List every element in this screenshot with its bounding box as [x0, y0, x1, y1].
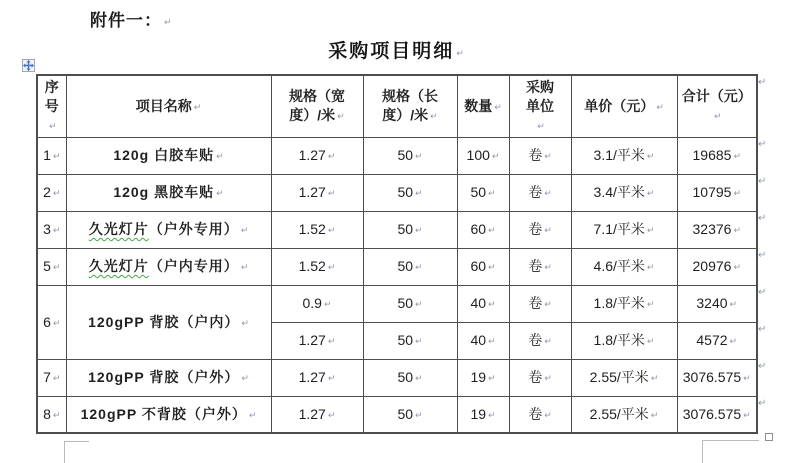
- cell-unit[interactable]: 卷 ↵: [509, 174, 571, 211]
- cell-mark: ↵: [415, 409, 423, 420]
- cell-mark: ↵: [240, 262, 249, 273]
- cell-name[interactable]: 120gPP 背胶（户外） ↵: [66, 359, 271, 396]
- cell-mark: ↵: [544, 373, 552, 384]
- cell-no[interactable]: 6 ↵: [37, 285, 66, 359]
- cell-mark: ↵: [337, 111, 345, 122]
- col-header-qty[interactable]: 数量 ↵: [457, 75, 509, 137]
- attachment-label: 附件一：: [90, 11, 162, 30]
- cell-width[interactable]: 1.52 ↵: [271, 248, 363, 285]
- cell-mark: ↵: [415, 151, 423, 162]
- cell-mark: ↵: [52, 262, 61, 273]
- cell-width[interactable]: 1.27 ↵: [271, 174, 363, 211]
- cell-mark: ↵: [216, 151, 224, 162]
- row-end-mark: ↵: [758, 139, 767, 150]
- cell-no[interactable]: 2 ↵: [37, 174, 66, 211]
- cell-name[interactable]: 久光灯片（户内专用） ↵: [66, 248, 271, 285]
- cell-total[interactable]: 32376 ↵: [677, 211, 757, 248]
- cell-price[interactable]: 2.55/平米 ↵: [571, 396, 677, 433]
- row-end-mark: ↵: [758, 77, 767, 88]
- cell-mark: ↵: [430, 111, 438, 122]
- cell-mark: ↵: [743, 409, 751, 420]
- cell-mark: ↵: [488, 409, 496, 420]
- procurement-table: [36, 74, 758, 434]
- cell-name[interactable]: 120gPP 背胶（户内） ↵: [66, 285, 271, 359]
- cell-name[interactable]: 120g 黑胶车贴 ↵: [66, 174, 271, 211]
- cell-mark: ↵: [415, 373, 423, 384]
- cell-price[interactable]: 3.1/平米 ↵: [571, 137, 677, 174]
- cell-mark: ↵: [240, 225, 249, 236]
- table-row: [37, 174, 757, 211]
- cell-mark: ↵: [415, 225, 423, 236]
- cell-mark: ↵: [488, 336, 496, 347]
- table-row: [37, 248, 757, 285]
- cell-mark: ↵: [743, 373, 751, 384]
- cell-mark: ↵: [646, 188, 655, 199]
- page-margin-mark-bottom-left: [64, 441, 89, 463]
- cell-mark: ↵: [494, 101, 502, 112]
- cell-mark: ↵: [544, 299, 552, 310]
- move-cross-icon: [23, 60, 34, 71]
- cell-mark: ↵: [733, 225, 741, 236]
- cell-no[interactable]: 7 ↵: [37, 359, 66, 396]
- cell-mark: ↵: [646, 225, 655, 236]
- table-row: [37, 396, 757, 433]
- table-move-handle[interactable]: [22, 59, 35, 72]
- cell-price[interactable]: 3.4/平米 ↵: [571, 174, 677, 211]
- cell-mark: ↵: [650, 409, 659, 420]
- col-header-name[interactable]: 项目名称 ↵: [66, 75, 271, 137]
- cell-length[interactable]: 50 ↵: [363, 359, 457, 396]
- cell-qty[interactable]: 50 ↵: [457, 174, 509, 211]
- cell-width[interactable]: 1.27 ↵: [271, 396, 363, 433]
- cell-mark: ↵: [713, 111, 722, 122]
- table-row: [37, 137, 757, 174]
- cell-mark: ↵: [241, 317, 249, 328]
- cell-mark: ↵: [733, 151, 741, 162]
- cell-mark: ↵: [488, 225, 496, 236]
- cell-mark: ↵: [650, 373, 659, 384]
- cell-total[interactable]: 10795 ↵: [677, 174, 757, 211]
- cell-price[interactable]: 1.8/平米 ↵: [571, 285, 677, 322]
- cell-unit[interactable]: 卷 ↵: [509, 285, 571, 322]
- cell-mark: ↵: [544, 151, 552, 162]
- cell-mark: ↵: [241, 373, 249, 384]
- cell-mark: ↵: [537, 120, 545, 131]
- cell-price[interactable]: 2.55/平米 ↵: [571, 359, 677, 396]
- cell-mark: ↵: [729, 336, 738, 347]
- table-row: [37, 211, 757, 248]
- paragraph-mark: ↵: [456, 48, 464, 58]
- cell-mark: ↵: [323, 299, 332, 310]
- cell-mark: ↵: [327, 225, 336, 236]
- cell-mark: ↵: [327, 188, 336, 199]
- cell-qty[interactable]: 19 ↵: [457, 359, 509, 396]
- col-header-width[interactable]: 规格（宽度）/米 ↵: [271, 75, 363, 137]
- cell-total[interactable]: 3076.575 ↵: [677, 396, 757, 433]
- cell-mark: ↵: [48, 120, 57, 131]
- row-end-mark: ↵: [758, 361, 767, 372]
- cell-name[interactable]: 120gPP 不背胶（户外） ↵: [66, 396, 271, 433]
- cell-no[interactable]: 8 ↵: [37, 396, 66, 433]
- cell-length[interactable]: 50 ↵: [363, 285, 457, 322]
- title-row: [36, 36, 756, 63]
- cell-mark: ↵: [733, 188, 741, 199]
- cell-unit[interactable]: 卷 ↵: [509, 396, 571, 433]
- row-end-mark: ↵: [758, 324, 767, 335]
- cell-price[interactable]: 7.1/平米 ↵: [571, 211, 677, 248]
- col-header-price[interactable]: 单价（元） ↵: [571, 75, 677, 137]
- cell-total[interactable]: 4572 ↵: [677, 322, 757, 359]
- cell-unit[interactable]: 卷 ↵: [509, 137, 571, 174]
- cell-total[interactable]: 3076.575 ↵: [677, 359, 757, 396]
- cell-total[interactable]: 20976 ↵: [677, 248, 757, 285]
- cell-mark: ↵: [415, 188, 423, 199]
- cell-unit[interactable]: 卷 ↵: [509, 322, 571, 359]
- cell-no[interactable]: 1 ↵: [37, 137, 66, 174]
- page-title[interactable]: 采购项目明细: [328, 41, 455, 62]
- col-header-unit[interactable]: 采购单位↵: [509, 75, 571, 137]
- row-end-mark: ↵: [758, 398, 767, 409]
- cell-price[interactable]: 1.8/平米 ↵: [571, 322, 677, 359]
- cell-mark: ↵: [327, 262, 336, 273]
- cell-mark: ↵: [327, 373, 336, 384]
- cell-mark: ↵: [646, 299, 655, 310]
- page-margin-mark-bottom-right: [702, 440, 759, 463]
- row-end-mark: ↵: [758, 287, 767, 298]
- cell-qty[interactable]: 40 ↵: [457, 322, 509, 359]
- cell-mark: ↵: [488, 188, 496, 199]
- cell-mark: ↵: [656, 101, 664, 112]
- cell-mark: ↵: [729, 299, 738, 310]
- cell-mark: ↵: [327, 336, 336, 347]
- cell-mark: ↵: [544, 336, 552, 347]
- col-header-no[interactable]: 序号↵: [37, 75, 66, 137]
- cell-mark: ↵: [646, 336, 655, 347]
- cell-total[interactable]: 3240 ↵: [677, 285, 757, 322]
- table-row: [37, 285, 757, 322]
- col-header-length[interactable]: 规格（长度）/米 ↵: [363, 75, 457, 137]
- cell-mark: ↵: [544, 225, 552, 236]
- col-header-total[interactable]: 合计（元）↵: [677, 75, 757, 137]
- row-end-mark: ↵: [758, 213, 767, 224]
- cell-mark: ↵: [52, 225, 61, 236]
- cell-mark: ↵: [415, 299, 423, 310]
- cell-width[interactable]: 0.9 ↵: [271, 285, 363, 322]
- cell-name[interactable]: 120g 白胶车贴 ↵: [66, 137, 271, 174]
- cell-mark: ↵: [52, 409, 61, 420]
- cell-mark: ↵: [193, 101, 202, 112]
- cell-mark: ↵: [544, 188, 552, 199]
- cell-mark: ↵: [52, 151, 61, 162]
- attachment-heading[interactable]: [90, 6, 172, 31]
- cell-mark: ↵: [544, 409, 552, 420]
- cell-mark: ↵: [733, 262, 741, 273]
- table-row: [37, 359, 757, 396]
- cell-mark: ↵: [52, 317, 61, 328]
- cell-length[interactable]: 50 ↵: [363, 248, 457, 285]
- cell-mark: ↵: [488, 373, 496, 384]
- cell-mark: ↵: [491, 151, 500, 162]
- cell-mark: ↵: [415, 336, 423, 347]
- cell-no[interactable]: 3 ↵: [37, 211, 66, 248]
- cell-width[interactable]: 1.52 ↵: [271, 211, 363, 248]
- cell-price[interactable]: 4.6/平米 ↵: [571, 248, 677, 285]
- paragraph-mark: ↵: [164, 17, 172, 27]
- cell-qty[interactable]: 60 ↵: [457, 248, 509, 285]
- cell-width[interactable]: 1.27 ↵: [271, 359, 363, 396]
- cell-mark: ↵: [248, 409, 257, 420]
- cell-qty[interactable]: 19 ↵: [457, 396, 509, 433]
- cell-width[interactable]: 1.27 ↵: [271, 137, 363, 174]
- table-resize-handle[interactable]: [765, 433, 773, 441]
- cell-length[interactable]: 50 ↵: [363, 137, 457, 174]
- cell-no[interactable]: 5 ↵: [37, 248, 66, 285]
- row-end-mark: ↵: [758, 250, 767, 261]
- cell-mark: ↵: [646, 151, 655, 162]
- cell-mark: ↵: [327, 409, 336, 420]
- cell-mark: ↵: [216, 188, 224, 199]
- cell-mark: ↵: [544, 262, 552, 273]
- cell-unit[interactable]: 卷 ↵: [509, 359, 571, 396]
- cell-length[interactable]: 50 ↵: [363, 396, 457, 433]
- cell-mark: ↵: [415, 262, 423, 273]
- cell-total[interactable]: 19685 ↵: [677, 137, 757, 174]
- cell-width[interactable]: 1.27 ↵: [271, 322, 363, 359]
- header-row: [37, 75, 757, 137]
- cell-mark: ↵: [646, 262, 655, 273]
- cell-mark: ↵: [52, 188, 61, 199]
- cell-mark: ↵: [327, 151, 336, 162]
- cell-length[interactable]: 50 ↵: [363, 322, 457, 359]
- cell-qty[interactable]: 100 ↵: [457, 137, 509, 174]
- cell-unit[interactable]: 卷 ↵: [509, 248, 571, 285]
- cell-mark: ↵: [488, 262, 496, 273]
- cell-mark: ↵: [52, 373, 61, 384]
- cell-unit[interactable]: 卷 ↵: [509, 211, 571, 248]
- cell-qty[interactable]: 60 ↵: [457, 211, 509, 248]
- cell-mark: ↵: [488, 299, 496, 310]
- cell-length[interactable]: 50 ↵: [363, 174, 457, 211]
- cell-length[interactable]: 50 ↵: [363, 211, 457, 248]
- row-end-mark: ↵: [758, 176, 767, 187]
- cell-name[interactable]: 久光灯片（户外专用） ↵: [66, 211, 271, 248]
- cell-qty[interactable]: 40 ↵: [457, 285, 509, 322]
